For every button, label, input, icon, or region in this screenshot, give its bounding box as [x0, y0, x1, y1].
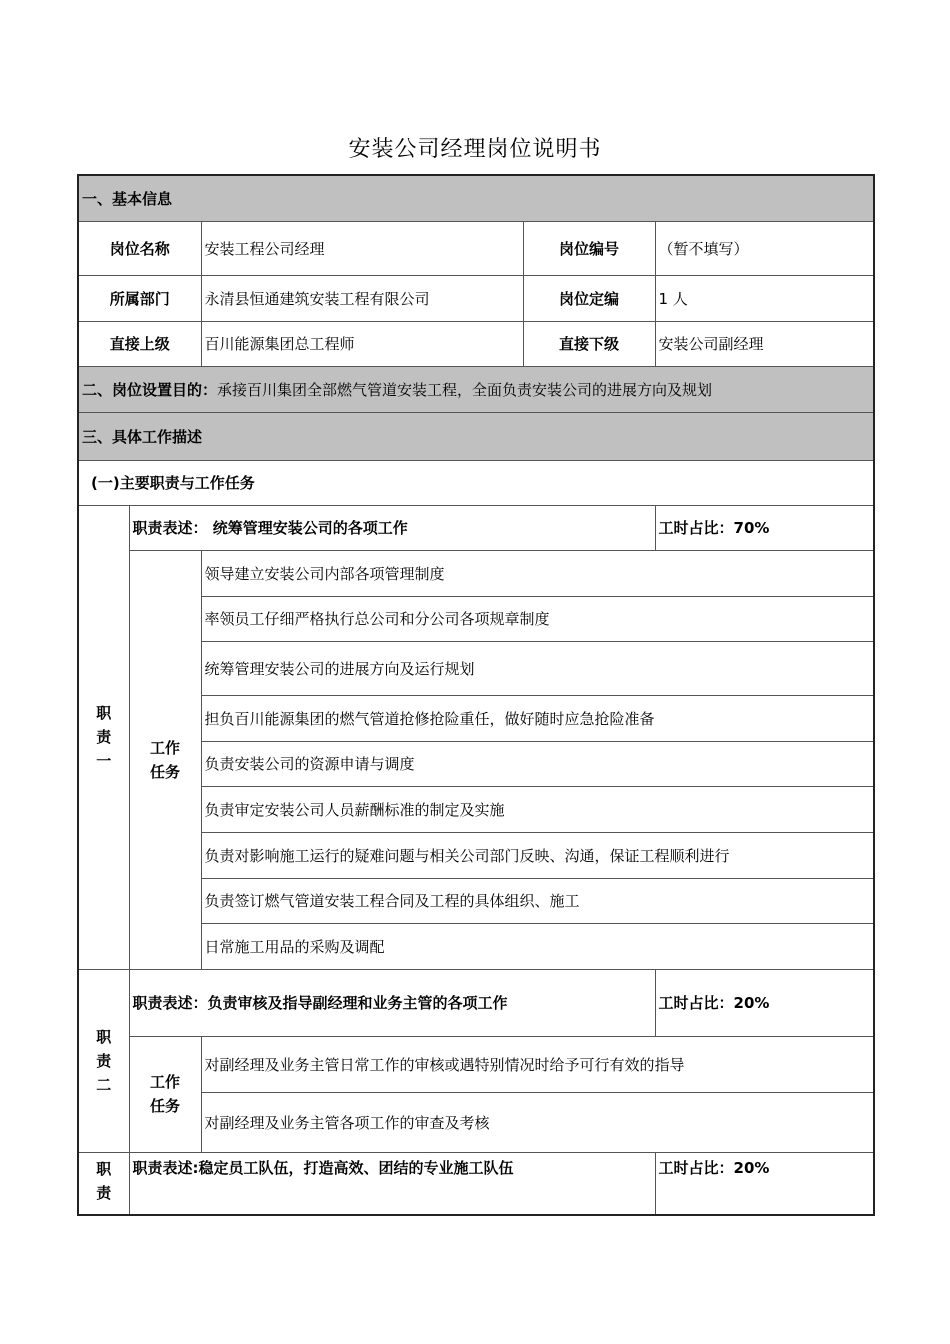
page-title: 安装公司经理岗位说明书 — [348, 137, 602, 162]
duty2-task: 对副经理及业务主管各项工作的审查及考核 — [201, 1092, 874, 1152]
duty1-label: 职责一 — [78, 505, 129, 969]
duty1-task: 率领员工仔细严格执行总公司和分公司各项规章制度 — [201, 596, 874, 641]
label-direct-superior: 直接上级 — [78, 321, 201, 366]
label-department: 所属部门 — [78, 275, 201, 321]
value-position-name: 安装工程公司经理 — [201, 221, 523, 275]
value-headcount: 1 人 — [655, 275, 874, 321]
duty2-label: 职责二 — [78, 969, 129, 1152]
duty1-task: 担负百川能源集团的燃气管道抢修抢险重任，做好随时应急抢险准备 — [201, 695, 874, 741]
section-work-description: 三、具体工作描述 — [78, 412, 874, 460]
duty1-task: 日常施工用品的采购及调配 — [201, 923, 874, 969]
duty2-ratio: 工时占比：20% — [655, 969, 874, 1036]
label-direct-subordinate: 直接下级 — [523, 321, 655, 366]
duty1-task: 领导建立安装公司内部各项管理制度 — [201, 550, 874, 596]
duty1-task: 负责签订燃气管道安装工程合同及工程的具体组织、施工 — [201, 878, 874, 923]
duty1-ratio: 工时占比：70% — [655, 505, 874, 550]
purpose-text: 承接百川集团全部燃气管道安装工程，全面负责安装公司的进展方向及规划 — [217, 380, 713, 399]
value-position-code: （暂不填写） — [655, 221, 874, 275]
section-basic-info: 一、基本信息 — [78, 175, 874, 221]
duty2-task: 对副经理及业务主管日常工作的审核或遇特别情况时给予可行有效的指导 — [201, 1036, 874, 1092]
value-direct-subordinate: 安装公司副经理 — [655, 321, 874, 366]
job-description-table — [77, 174, 875, 1216]
duty1-tasks-label: 工作任务 — [129, 550, 201, 969]
label-position-code: 岗位编号 — [523, 221, 655, 275]
purpose-label: 二、岗位设置目的： — [82, 380, 218, 399]
duty3-ratio: 工时占比：20% — [655, 1152, 874, 1215]
label-position-name: 岗位名称 — [78, 221, 201, 275]
duty2-description: 职责表述：负责审核及指导副经理和业务主管的各项工作 — [129, 969, 655, 1036]
section-purpose — [78, 366, 874, 412]
duty1-task: 负责审定安装公司人员薪酬标准的制定及实施 — [201, 786, 874, 832]
value-direct-superior: 百川能源集团总工程师 — [201, 321, 523, 366]
duty1-task: 负责对影响施工运行的疑难问题与相关公司部门反映、沟通，保证工程顺利进行 — [201, 832, 874, 878]
value-department: 永清县恒通建筑安装工程有限公司 — [201, 275, 523, 321]
duty1-task: 负责安装公司的资源申请与调度 — [201, 741, 874, 786]
subsection-main-duties: (一)主要职责与工作任务 — [78, 460, 874, 505]
duty3-description: 职责表述:稳定员工队伍，打造高效、团结的专业施工队伍 — [129, 1152, 655, 1215]
duty3-label: 职责 — [78, 1152, 129, 1215]
label-headcount: 岗位定编 — [523, 275, 655, 321]
duty2-tasks-label: 工作任务 — [129, 1036, 201, 1152]
duty1-description: 职责表述： 统筹管理安装公司的各项工作 — [129, 505, 655, 550]
duty1-task: 统筹管理安装公司的进展方向及运行规划 — [201, 641, 874, 695]
